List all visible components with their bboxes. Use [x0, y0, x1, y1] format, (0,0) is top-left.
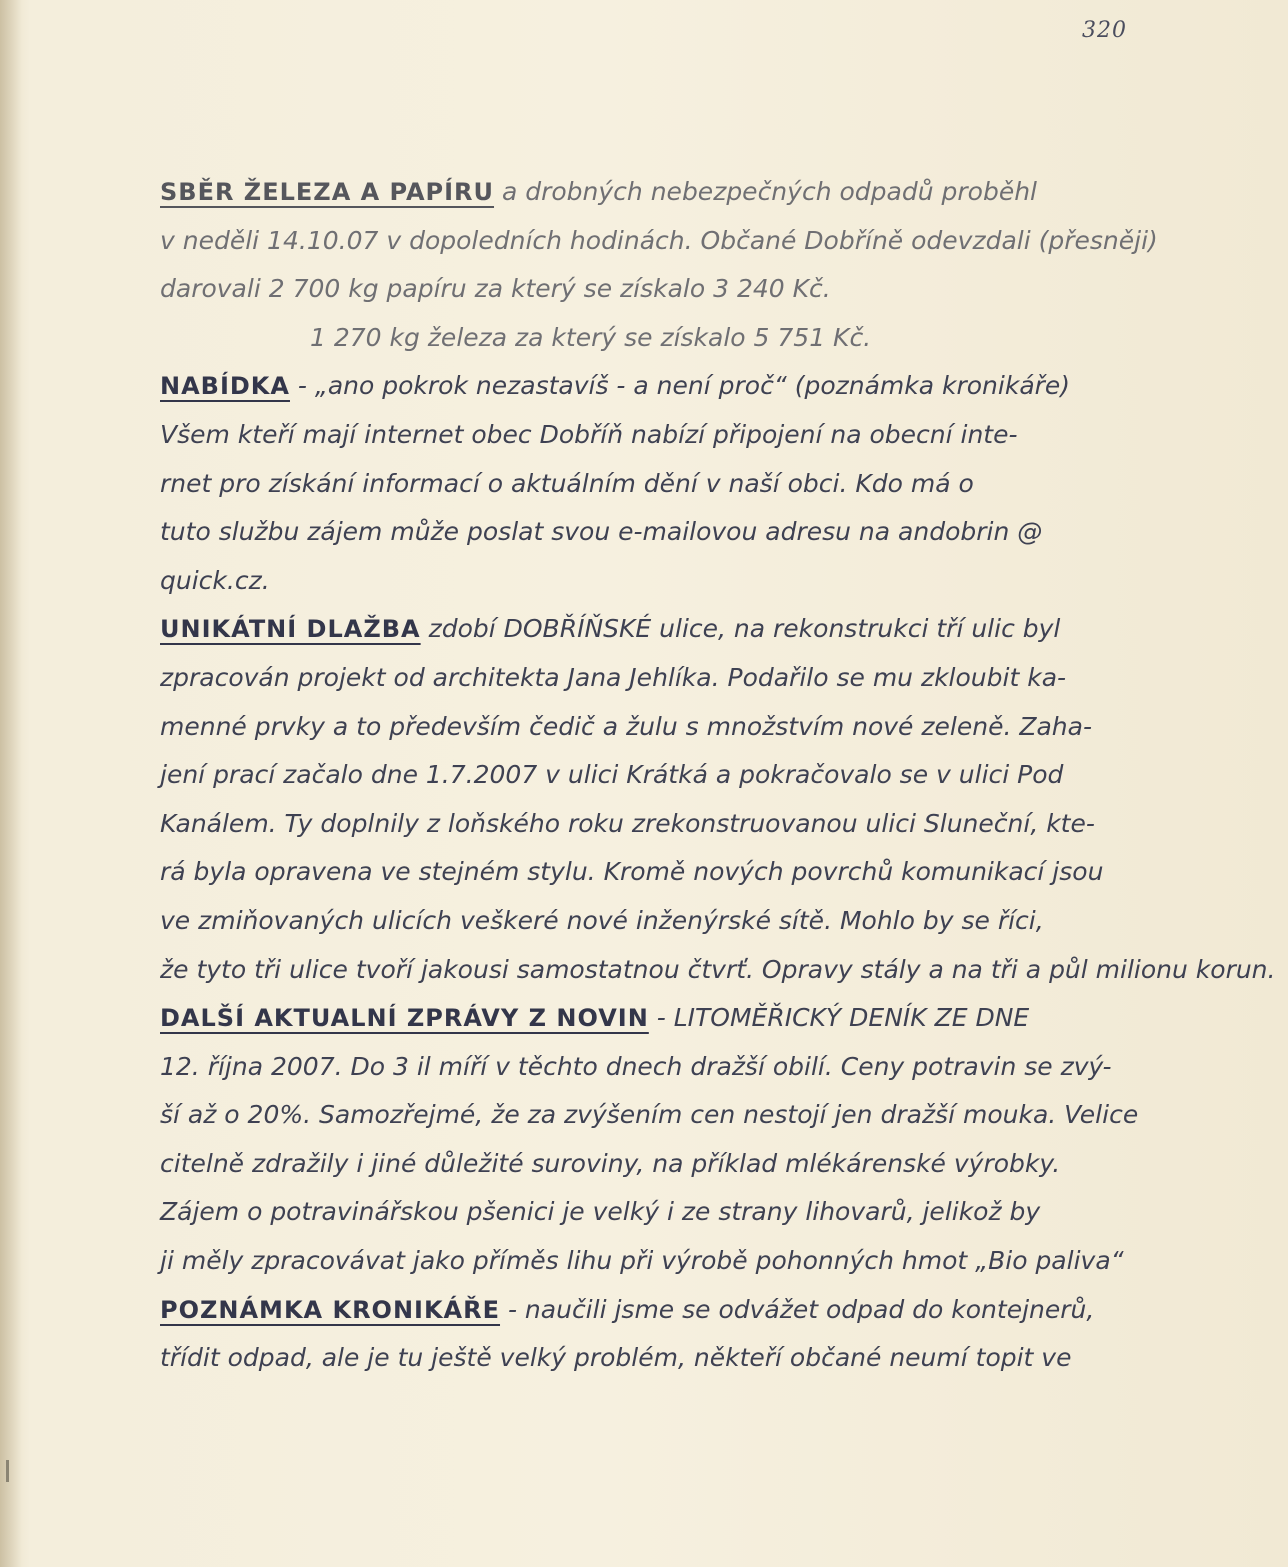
text-line: ji měly zpracovávat jako příměs lihu při výrobě pohonných hmot „Bio paliva“ [160, 1246, 1124, 1276]
text-line: tuto službu zájem může poslat svou e-mailovou adresu na andobrin @ [160, 517, 1043, 547]
text-line: třídit odpad, ale je tu ještě velký problém, někteří občané neumí topit ve [160, 1343, 1072, 1373]
text-line: ší až o 20%. Samozřejmé, že za zvýšením cen nestojí jen dražší mouka. Velice [160, 1100, 1139, 1130]
line-text: - naučili jsme se odvážet odpad do kontejnerů, [500, 1294, 1095, 1324]
section-heading: NABÍDKA [160, 372, 290, 401]
line-text: a drobných nebezpečných odpadů proběhl [494, 177, 1037, 206]
handwritten-text-block [160, 168, 1276, 1383]
text-line [160, 1286, 1160, 1335]
section-heading: POZNÁMKA KRONIKÁŘE [160, 1295, 501, 1324]
binding-shadow [0, 0, 22, 1567]
text-line [160, 605, 1160, 654]
text-line: Kanálem. Ty doplnily z loňského roku zrekonstruovanou ulici Sluneční, kte- [160, 808, 1095, 838]
text-line [160, 362, 1160, 411]
margin-mark [6, 1460, 9, 1482]
text-line: v neděli 14.10.07 v dopoledních hodinách. Občané Dobříně odevzdali (přesněji) [160, 225, 1158, 255]
text-line: že tyto tři ulice tvoří jakousi samostatnou čtvrť. Opravy stály a na tři a půl milionu korun. [160, 954, 1276, 984]
text-line: rá byla opravena ve stejném stylu. Kromě nových povrchů komunikací jsou [160, 857, 1104, 887]
page-number: 320 [1082, 18, 1127, 43]
section-heading: SBĚR ŽELEZA A PAPÍRU [160, 178, 495, 206]
text-line: quick.cz. [160, 565, 270, 595]
text-line: 1 270 kg železa za který se získalo 5 751 Kč. [310, 322, 872, 352]
text-line: menné prvky a to především čedič a žulu s množstvím nové zeleně. Zaha- [160, 711, 1092, 741]
text-line [160, 168, 1160, 217]
line-text: zdobí DOBŘÍŇSKÉ ulice, na rekonstrukci tří ulic byl [420, 614, 1061, 644]
text-line: ve zmiňovaných ulicích veškeré nové inženýrské sítě. Mohlo by se říci, [160, 905, 1044, 935]
text-line: jení prací začalo dne 1.7.2007 v ulici Krátká a pokračovalo se v ulici Pod [160, 760, 1064, 790]
section-heading: DALŠÍ AKTUALNÍ ZPRÁVY Z NOVIN [160, 1004, 649, 1033]
text-line: 12. října 2007. Do 3 il míří v těchto dnech dražší obilí. Ceny potravin se zvý- [160, 1051, 1112, 1081]
line-text: - „ano pokrok nezastavíš - a není proč“ (poznámka kronikáře) [289, 371, 1071, 401]
text-line: darovali 2 700 kg papíru za který se získalo 3 240 Kč. [160, 274, 831, 304]
text-line: Zájem o potravinářskou pšenici je velký i ze strany lihovarů, jelikož by [160, 1197, 1041, 1227]
section-heading: UNIKÁTNÍ DLAŽBA [160, 615, 421, 644]
text-line: citelně zdražily i jiné důležité suroviny, na příklad mlékárenské výrobky. [160, 1148, 1061, 1178]
text-line [160, 994, 1160, 1043]
text-line: rnet pro získání informací o aktuálním dění v naší obci. Kdo má o [160, 468, 974, 498]
text-line: zpracován projekt od architekta Jana Jehlíka. Podařilo se mu zkloubit ka- [160, 662, 1067, 692]
text-line: Všem kteří mají internet obec Dobříň nabízí připojení na obecní inte- [160, 419, 1018, 449]
line-text: - LITOMĚŘICKÝ DENÍK ZE DNE [648, 1003, 1030, 1033]
